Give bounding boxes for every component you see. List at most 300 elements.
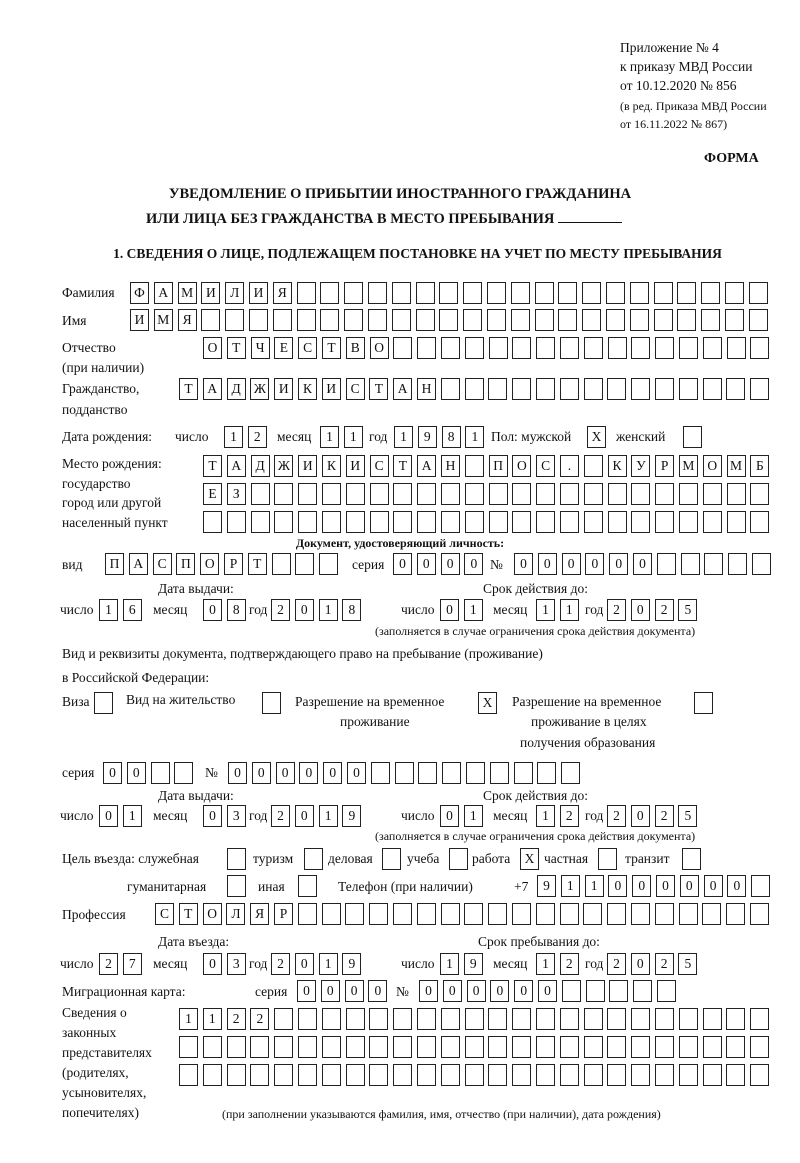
char-box[interactable]: Я [273,282,292,304]
char-box[interactable] [465,337,484,359]
char-box[interactable] [703,1008,722,1030]
char-box[interactable]: 0 [538,980,557,1002]
char-box[interactable] [304,848,323,870]
char-box[interactable] [514,762,533,784]
char-box[interactable]: 2 [607,953,626,975]
char-box[interactable] [750,511,769,533]
char-box[interactable]: 0 [203,599,222,621]
char-box[interactable] [298,1064,317,1086]
char-box[interactable]: 1 [536,953,555,975]
char-box[interactable] [751,875,770,897]
char-box[interactable]: 2 [560,805,579,827]
char-box[interactable] [701,309,720,331]
char-box[interactable]: 0 [633,553,652,575]
char-box[interactable]: 5 [678,805,697,827]
char-box[interactable] [512,1064,531,1086]
char-box[interactable]: 0 [440,599,459,621]
char-box[interactable] [322,511,341,533]
char-box[interactable] [608,511,627,533]
char-box[interactable]: Т [179,903,198,925]
char-box[interactable]: З [227,483,246,505]
char-box[interactable] [750,378,769,400]
char-box[interactable] [488,1008,507,1030]
char-box[interactable]: 1 [536,805,555,827]
right-valid-day[interactable] [440,805,488,827]
char-box[interactable] [750,903,769,925]
char-box[interactable]: 1 [99,599,118,621]
char-box[interactable] [322,483,341,505]
char-box[interactable] [512,1036,531,1058]
char-box[interactable]: 0 [514,553,533,575]
char-box[interactable]: 5 [678,953,697,975]
char-box[interactable] [463,282,482,304]
char-box[interactable]: X [587,426,606,448]
char-box[interactable]: Ж [250,378,269,400]
char-box[interactable]: 2 [99,953,118,975]
char-box[interactable] [584,1008,603,1030]
char-box[interactable] [560,1064,579,1086]
char-box[interactable]: Е [274,337,293,359]
char-box[interactable]: 1 [440,953,459,975]
citizenship-field[interactable] [179,378,774,400]
char-box[interactable] [487,282,506,304]
char-box[interactable]: У [631,455,650,477]
char-box[interactable] [465,511,484,533]
char-box[interactable] [727,483,746,505]
char-box[interactable] [250,1036,269,1058]
char-box[interactable]: 2 [560,953,579,975]
char-box[interactable] [607,1036,626,1058]
birth-place-field[interactable] [203,511,774,533]
char-box[interactable]: С [346,378,365,400]
char-box[interactable] [726,1064,745,1086]
char-box[interactable] [703,483,722,505]
char-box[interactable] [465,1036,484,1058]
char-box[interactable] [249,309,268,331]
char-box[interactable] [417,903,436,925]
char-box[interactable] [702,903,721,925]
char-box[interactable] [393,1008,412,1030]
purpose-other-checkbox[interactable] [298,875,322,897]
char-box[interactable] [694,692,713,714]
char-box[interactable] [250,1064,269,1086]
char-box[interactable] [654,282,673,304]
char-box[interactable] [393,483,412,505]
char-box[interactable] [417,483,436,505]
char-box[interactable] [584,455,603,477]
char-box[interactable] [560,1008,579,1030]
char-box[interactable]: Т [248,553,267,575]
char-box[interactable]: 0 [514,980,533,1002]
char-box[interactable]: С [536,455,555,477]
char-box[interactable]: Ф [130,282,149,304]
char-box[interactable] [511,309,530,331]
char-box[interactable]: Я [250,903,269,925]
birth-place-field[interactable] [203,455,774,477]
char-box[interactable] [512,378,531,400]
char-box[interactable] [465,455,484,477]
char-box[interactable] [273,309,292,331]
char-box[interactable] [298,875,317,897]
char-box[interactable] [274,483,293,505]
char-box[interactable]: Р [655,455,674,477]
char-box[interactable] [417,337,436,359]
char-box[interactable] [441,483,460,505]
char-box[interactable]: 0 [440,805,459,827]
char-box[interactable]: К [608,455,627,477]
doc-number-field[interactable] [514,553,776,575]
char-box[interactable]: 1 [319,953,338,975]
char-box[interactable]: 1 [179,1008,198,1030]
char-box[interactable] [174,762,193,784]
char-box[interactable]: 6 [123,599,142,621]
phone-field[interactable] [537,875,775,897]
char-box[interactable]: 0 [203,953,222,975]
char-box[interactable]: 1 [464,805,483,827]
char-box[interactable] [322,1008,341,1030]
char-box[interactable] [392,309,411,331]
char-box[interactable]: X [520,848,539,870]
doc-valid-day[interactable] [440,599,488,621]
char-box[interactable]: К [322,455,341,477]
char-box[interactable]: 1 [464,599,483,621]
char-box[interactable]: 0 [276,762,295,784]
char-box[interactable]: 1 [203,1008,222,1030]
char-box[interactable]: 0 [345,980,364,1002]
char-box[interactable] [441,378,460,400]
char-box[interactable] [584,337,603,359]
char-box[interactable] [94,692,113,714]
char-box[interactable]: О [703,455,722,477]
char-box[interactable]: И [346,455,365,477]
char-box[interactable] [607,1008,626,1030]
char-box[interactable]: Д [227,378,246,400]
char-box[interactable] [442,762,461,784]
char-box[interactable] [369,1008,388,1030]
char-box[interactable]: Ж [274,455,293,477]
right-series-field[interactable] [103,762,198,784]
char-box[interactable]: 2 [607,599,626,621]
char-box[interactable] [657,980,676,1002]
char-box[interactable] [679,1008,698,1030]
char-box[interactable] [633,980,652,1002]
char-box[interactable] [393,1036,412,1058]
char-box[interactable] [512,337,531,359]
char-box[interactable] [701,282,720,304]
birth-month-field[interactable] [320,426,368,448]
char-box[interactable] [322,903,341,925]
char-box[interactable] [726,378,745,400]
char-box[interactable]: 2 [655,805,674,827]
char-box[interactable] [441,511,460,533]
char-box[interactable] [725,309,744,331]
char-box[interactable] [536,483,555,505]
char-box[interactable]: 1 [319,805,338,827]
char-box[interactable] [582,309,601,331]
purpose-study-checkbox[interactable] [449,848,473,870]
char-box[interactable] [727,511,746,533]
char-box[interactable]: 0 [562,553,581,575]
char-box[interactable]: 0 [368,980,387,1002]
char-box[interactable]: А [393,378,412,400]
char-box[interactable] [586,980,605,1002]
char-box[interactable] [416,309,435,331]
char-box[interactable] [227,848,246,870]
char-box[interactable]: 5 [678,599,697,621]
char-box[interactable] [679,903,698,925]
char-box[interactable]: 0 [680,875,699,897]
char-box[interactable]: X [478,692,497,714]
char-box[interactable] [346,1036,365,1058]
char-box[interactable] [488,1064,507,1086]
entry-year[interactable] [271,953,366,975]
char-box[interactable] [465,483,484,505]
char-box[interactable] [655,511,674,533]
char-box[interactable] [393,511,412,533]
char-box[interactable] [630,309,649,331]
char-box[interactable] [370,483,389,505]
char-box[interactable] [344,282,363,304]
doc-issue-year[interactable] [271,599,366,621]
char-box[interactable]: 0 [464,553,483,575]
char-box[interactable] [441,1036,460,1058]
char-box[interactable] [607,903,626,925]
char-box[interactable] [439,282,458,304]
char-box[interactable] [607,1064,626,1086]
char-box[interactable]: И [201,282,220,304]
reps-field[interactable] [179,1008,774,1030]
char-box[interactable] [370,511,389,533]
char-box[interactable]: 0 [441,553,460,575]
char-box[interactable]: О [370,337,389,359]
char-box[interactable] [488,903,507,925]
char-box[interactable] [274,1008,293,1030]
char-box[interactable]: 0 [585,553,604,575]
char-box[interactable] [512,903,531,925]
char-box[interactable] [679,1036,698,1058]
char-box[interactable] [295,553,314,575]
char-box[interactable] [631,378,650,400]
char-box[interactable] [512,483,531,505]
char-box[interactable]: 2 [250,1008,269,1030]
char-box[interactable]: И [322,378,341,400]
char-box[interactable]: 0 [228,762,247,784]
char-box[interactable]: П [489,455,508,477]
char-box[interactable] [536,1036,555,1058]
stay-month[interactable] [536,953,584,975]
char-box[interactable] [560,903,579,925]
char-box[interactable]: Л [226,903,245,925]
char-box[interactable] [750,1064,769,1086]
char-box[interactable]: 2 [248,426,267,448]
char-box[interactable] [322,1064,341,1086]
right-issue-day[interactable] [99,805,147,827]
sex-male-checkbox[interactable] [587,426,611,448]
char-box[interactable] [703,511,722,533]
char-box[interactable] [631,511,650,533]
char-box[interactable]: 0 [417,553,436,575]
char-box[interactable] [558,309,577,331]
char-box[interactable] [609,980,628,1002]
char-box[interactable] [561,762,580,784]
char-box[interactable]: О [203,337,222,359]
char-box[interactable] [465,1064,484,1086]
char-box[interactable]: 2 [655,953,674,975]
char-box[interactable]: И [130,309,149,331]
char-box[interactable] [704,553,723,575]
char-box[interactable]: 0 [127,762,146,784]
stay-day[interactable] [440,953,488,975]
doc-valid-month[interactable] [536,599,584,621]
char-box[interactable]: Ч [251,337,270,359]
mc-series-field[interactable] [297,980,392,1002]
profession-field[interactable] [155,903,774,925]
char-box[interactable]: 0 [538,553,557,575]
char-box[interactable] [655,1008,674,1030]
char-box[interactable]: 3 [227,953,246,975]
char-box[interactable] [225,309,244,331]
char-box[interactable] [441,1008,460,1030]
char-box[interactable]: О [200,553,219,575]
char-box[interactable]: 0 [631,599,650,621]
right-number-field[interactable] [228,762,585,784]
char-box[interactable]: Т [369,378,388,400]
char-box[interactable] [726,903,745,925]
char-box[interactable] [227,1064,246,1086]
char-box[interactable]: 0 [609,553,628,575]
char-box[interactable]: Д [251,455,270,477]
char-box[interactable] [607,378,626,400]
char-box[interactable]: 0 [297,980,316,1002]
char-box[interactable] [679,337,698,359]
char-box[interactable]: 0 [203,805,222,827]
char-box[interactable] [203,1036,222,1058]
purpose-business-checkbox[interactable] [382,848,406,870]
char-box[interactable] [750,1036,769,1058]
char-box[interactable] [227,511,246,533]
char-box[interactable]: Т [227,337,246,359]
char-box[interactable] [393,1064,412,1086]
char-box[interactable]: 2 [271,953,290,975]
char-box[interactable]: Р [274,903,293,925]
char-box[interactable]: 1 [394,426,413,448]
char-box[interactable]: С [298,337,317,359]
char-box[interactable]: 0 [252,762,271,784]
char-box[interactable]: 0 [295,953,314,975]
purpose-transit-checkbox[interactable] [682,848,706,870]
char-box[interactable] [489,483,508,505]
char-box[interactable]: 1 [536,599,555,621]
char-box[interactable] [251,511,270,533]
char-box[interactable] [227,875,246,897]
char-box[interactable] [703,1064,722,1086]
char-box[interactable]: С [370,455,389,477]
doc-valid-year[interactable] [607,599,702,621]
char-box[interactable] [417,1008,436,1030]
char-box[interactable]: 0 [321,980,340,1002]
char-box[interactable]: Е [203,483,222,505]
char-box[interactable] [631,903,650,925]
char-box[interactable]: М [178,282,197,304]
char-box[interactable] [465,378,484,400]
char-box[interactable] [262,692,281,714]
char-box[interactable] [369,1064,388,1086]
char-box[interactable] [416,282,435,304]
char-box[interactable]: А [417,455,436,477]
char-box[interactable] [417,511,436,533]
char-box[interactable]: И [298,455,317,477]
char-box[interactable] [750,1008,769,1030]
char-box[interactable] [298,1008,317,1030]
right-valid-year[interactable] [607,805,702,827]
char-box[interactable] [368,309,387,331]
char-box[interactable] [463,309,482,331]
char-box[interactable] [346,483,365,505]
char-box[interactable] [679,511,698,533]
char-box[interactable]: 1 [561,875,580,897]
char-box[interactable]: 1 [224,426,243,448]
char-box[interactable] [297,282,316,304]
char-box[interactable]: С [155,903,174,925]
doc-issue-day[interactable] [99,599,147,621]
char-box[interactable] [179,1064,198,1086]
trp-edu-checkbox[interactable] [694,692,718,714]
char-box[interactable] [537,762,556,784]
char-box[interactable] [369,1036,388,1058]
char-box[interactable]: Н [441,455,460,477]
char-box[interactable] [449,848,468,870]
char-box[interactable]: 0 [393,553,412,575]
char-box[interactable] [392,282,411,304]
char-box[interactable] [535,309,554,331]
char-box[interactable]: 8 [227,599,246,621]
char-box[interactable]: 0 [295,805,314,827]
char-box[interactable] [657,553,676,575]
stay-year[interactable] [607,953,702,975]
char-box[interactable] [630,282,649,304]
char-box[interactable] [679,483,698,505]
char-box[interactable] [382,848,401,870]
purpose-official-checkbox[interactable] [227,848,251,870]
sex-female-checkbox[interactable] [683,426,707,448]
char-box[interactable] [441,1064,460,1086]
char-box[interactable]: 9 [342,805,361,827]
char-box[interactable]: М [154,309,173,331]
char-box[interactable]: 1 [585,875,604,897]
char-box[interactable] [298,483,317,505]
char-box[interactable]: 9 [342,953,361,975]
doc-series-field[interactable] [393,553,488,575]
char-box[interactable] [606,309,625,331]
char-box[interactable] [560,511,579,533]
char-box[interactable]: 0 [631,953,650,975]
char-box[interactable] [726,1008,745,1030]
char-box[interactable]: М [727,455,746,477]
char-box[interactable] [489,511,508,533]
char-box[interactable] [274,511,293,533]
char-box[interactable] [319,553,338,575]
char-box[interactable] [464,903,483,925]
char-box[interactable]: Н [417,378,436,400]
char-box[interactable]: 8 [442,426,461,448]
char-box[interactable] [606,282,625,304]
char-box[interactable]: 1 [465,426,484,448]
char-box[interactable] [631,1036,650,1058]
char-box[interactable]: 1 [560,599,579,621]
char-box[interactable] [393,903,412,925]
reps-field[interactable] [179,1064,774,1086]
char-box[interactable] [417,1036,436,1058]
